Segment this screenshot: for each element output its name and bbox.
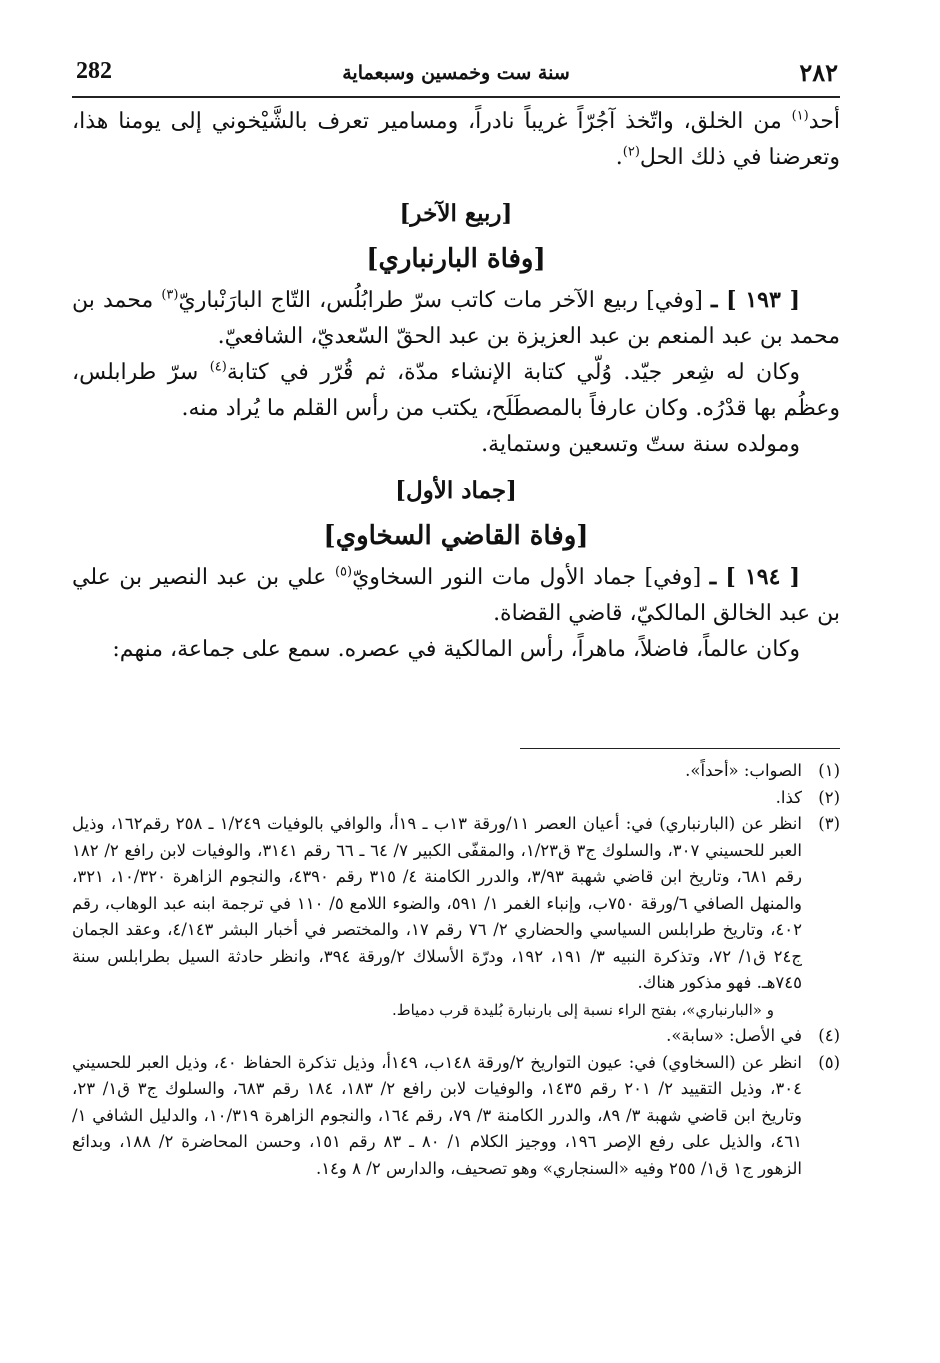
footnote-text: انظر عن (السخاوي) في: عيون التواريخ ٢/ورقة ١٤٨ب، ١٤٩أ، وذيل تذكرة الحفاظ ٤٠، وذيل العبر للحسيني ٣٠٤، وذيل التقييد ٢/ ٢٠١ رقم ١٤٣٥، والوفيات لابن رافع ٢/ ١٨٣، ١٨٤ رقم ٦٨٣، والسلوك ج٣ ق١/ ٢٣، وتاريخ ابن قاضي شهبة ٣/ ٨٩، والدرر الكامنة ٣/ ٧٩، رقم ١٦٤، والنجوم الزاهرة ١٠/٣١٩، والدليل الشافي ١/ ٤٦١، والذيل على رفع الإصر ١٩٦، ووجيز الكلام ١/ ٨٠ ـ ٨٣ رقم ١٥١، وحسن المحاضرة ٢/ ١٨٨، وبدائع الزهور ج١ ق١/ ٢٥٥ وفيه «السنجاري» وهو تصحيف، والدارس ٢/ ٨ و١٤. bbox=[72, 1052, 802, 1178]
month-heading: [جماد الأول] bbox=[395, 477, 517, 504]
footnote-label: (٣) bbox=[818, 814, 840, 833]
entry-194-paragraph: وكان عالماً، فاضلاً، ماهراً، رأس المالكية في عصره. سمع على جماعة، منهم: bbox=[112, 637, 800, 662]
footnote bbox=[72, 1050, 840, 1183]
entry-number: [ ١٩٣ ] ـ bbox=[710, 287, 800, 313]
footnote-text: كذا. bbox=[775, 787, 802, 807]
footnote-label: (٤) bbox=[818, 1026, 840, 1045]
footnote-ref: (٥) bbox=[334, 564, 353, 580]
footnote-ref: (٣) bbox=[161, 287, 179, 303]
footnote bbox=[72, 997, 840, 1024]
footnote bbox=[72, 785, 840, 812]
footnote bbox=[72, 758, 840, 785]
footnote-text: الصواب: «أحداً». bbox=[685, 761, 802, 780]
entry-193-paragraph: وكان له شِعر جيّد. وُلّي كتابة الإنشاء مدّة، ثم قُرّر في كتابة$^{(٤)}$ سرّ طرابلس، وعظُم بها قدْرُه. وكان عارفاً بالمصطَلَح، يكتب من رأس القلم ما يُراد منه. bbox=[72, 359, 840, 421]
footnote bbox=[72, 1023, 840, 1050]
entry-193-birth: ومولده سنة ستّ وتسعين وستماية. bbox=[481, 432, 800, 457]
footnote-ref: (١) bbox=[791, 108, 809, 124]
month-heading: [ربيع الآخر] bbox=[399, 200, 513, 227]
page-number-latin: 282 bbox=[76, 58, 112, 84]
footnote-label: (١) bbox=[818, 761, 840, 780]
footnote-label: (٢) bbox=[818, 787, 840, 807]
entry-193: [ ١٩٣ ] ـ [وفي] ربيع الآخر مات كاتب سرّ طرابُلُس، التّاج البارَنْباريّ$^{(٣)}$ محمد بن محمد بن عبد المنعم بن عبد العزيزة بن عبد الحقّ السّعديّ، الشافعيّ. bbox=[72, 287, 840, 349]
footnote-text: في الأصل: «سابة». bbox=[666, 1026, 802, 1045]
footnote-ref: (٤) bbox=[209, 359, 227, 375]
main-text bbox=[72, 104, 840, 668]
footnote bbox=[72, 811, 840, 997]
footnote-ref: (٢) bbox=[622, 144, 640, 160]
footnote-text: و «البارنباري»، بفتح الراء نسبة إلى بارنبارة بُليدة قرب دمياط. bbox=[391, 1000, 774, 1019]
page-number-arabic: ٢٨٢ bbox=[799, 58, 838, 87]
footnote-text: انظر عن (البارنباري) في: أعيان العصر ١١/ورقة ١٣ب ـ ١٩أ، والوافي بالوفيات ١/٢٤٩ ـ ٢٥٨ رقم١٦٢، وذيل العبر للحسيني ٣٠٧، والسلوك ج٣ ق١/٢٣، والمقفّى الكبير ٧/ ٦٤ ـ ٦٦ رقم ٣١٤١، والوفيات لابن رافع ٢/ ١٨٢ رقم ٦٨١، وتاريخ ابن قاضي شهبة ٣/٩٣، والدرر الكامنة ٤/ ٣١٥ رقم ٤٣٩٠، والنجوم الزاهرة ١٠/٣٢٠، ٣٢١، والمنهل الصافي ٦/ورقة ٧٥٠ب، وإنباء الغمر ١/ ٥٩١، والضوء اللامع ٥/ ١١٠ في ترجمة ابنه عبد الوهاب، رقم ٤٠٢، وتاريخ طرابلس السياسي والحضاري ٢/ ٧٦ رقم ١٧، والمختصر في أخبار البشر ٤/١٤٣، وعقد الجمان ج٢٤ ق١/ ٧٢، وتذكرة النبيه ٣/ ١٩١، ١٩٢، ودرّة الأسلاك ٢/ورقة ٣٩٤، وانظر حادثة السيل بطرابلس سنة ٧٤٥هـ. فهو مذكور هناك. bbox=[72, 814, 803, 992]
running-title: سنة ست وخمسين وسبعماية bbox=[342, 62, 570, 84]
intro-paragraph: أحد$^{(١)}$ من الخلق، واتّخذ آجُرّاً غريباً نادراً، ومسامير تعرف بالشَّيْخوني إلى يومنا هذا، وتعرضنا في ذلك الحل$^{(٢)}$. bbox=[72, 108, 840, 170]
footnotes bbox=[72, 758, 840, 1182]
entry-194: [ ١٩٤ ] ـ [وفي] جماد الأول مات النور السخاويّ$^{(٥)}$ علي بن عبد النصير بن علي بن عبد الخالق المالكيّ، قاضي القضاة. bbox=[72, 564, 840, 626]
page-header bbox=[72, 52, 840, 98]
footnote-separator bbox=[520, 748, 840, 749]
entry-number: [ ١٩٤ ] ـ bbox=[709, 564, 800, 590]
footnote-label: (٥) bbox=[818, 1052, 840, 1072]
section-title: [وفاة البارنباري] bbox=[366, 244, 546, 274]
section-title: [وفاة القاضي السخاوي] bbox=[323, 521, 589, 551]
footnote-label bbox=[802, 997, 840, 1024]
